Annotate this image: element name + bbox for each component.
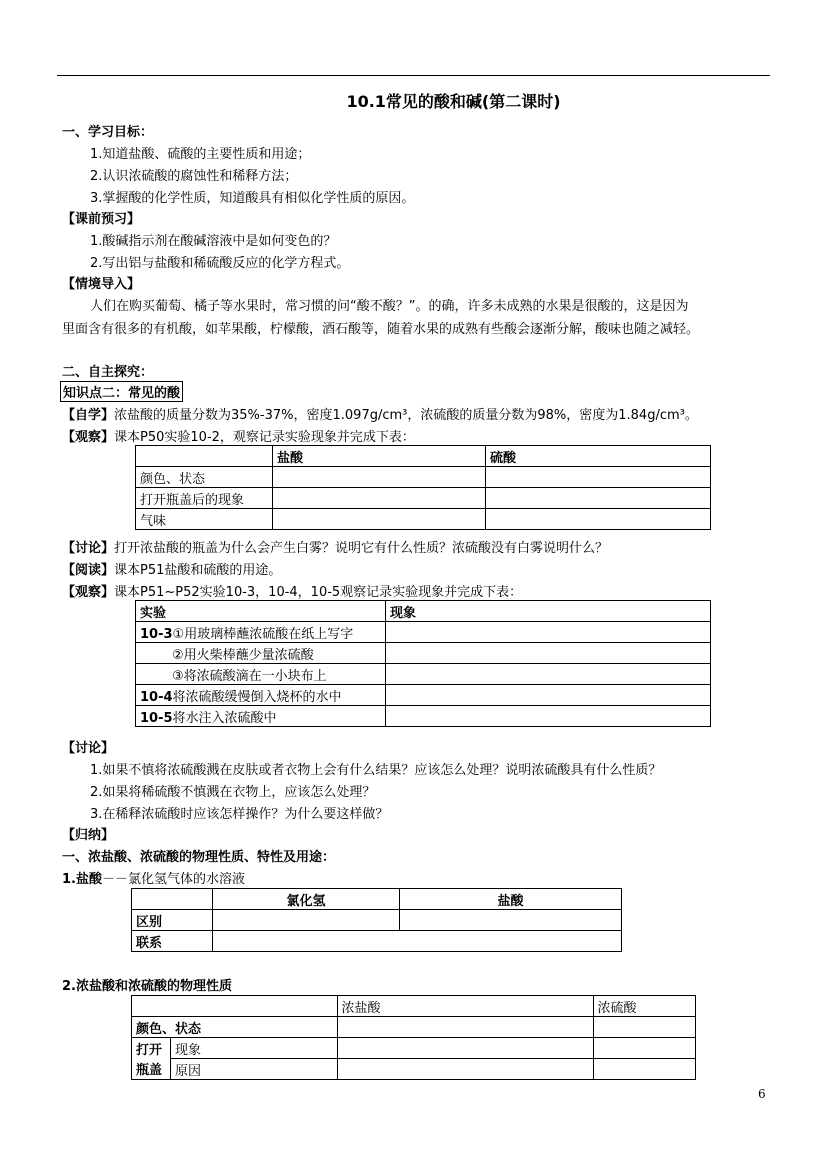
table-cell <box>136 446 273 467</box>
table-header: 盐酸 <box>273 446 486 467</box>
experiment-table <box>135 600 711 727</box>
table-row-label: 现象 <box>171 1038 338 1059</box>
discussion-item: 1.如果不慎将浓硫酸溅在皮肤或者衣物上会有什么结果？应该怎么处理？说明浓硫酸具有什么性质？ <box>90 763 662 778</box>
discussion-tag: 【讨论】 <box>62 541 115 556</box>
discussion-item: 3.在稀释浓硫酸时应该怎样操作？为什么要这样做？ <box>90 807 389 822</box>
observe-line-1 <box>62 426 415 445</box>
table-cell[interactable] <box>273 509 486 530</box>
hcl-compare-table <box>131 888 622 952</box>
preview-item: 1.酸碱指示剂在酸碱溶液中是如何变色的？ <box>90 234 337 249</box>
table-header: 硫酸 <box>486 446 711 467</box>
goal-item: 1.知道盐酸、硫酸的主要性质和用途； <box>90 147 311 162</box>
discussion-line <box>62 537 608 556</box>
observe-line-2 <box>62 581 522 600</box>
preview-heading: 【课前预习】 <box>62 212 141 227</box>
acid-observation-table <box>135 445 711 530</box>
hcl-desc: －－氯化氢气体的水溶液 <box>101 872 245 887</box>
self-study-tag: 【自学】 <box>62 408 115 423</box>
hcl-title: 1.盐酸 <box>62 872 102 887</box>
table-cell[interactable] <box>273 467 486 488</box>
discussion-tag: 【讨论】 <box>62 741 115 756</box>
table-cell <box>132 996 338 1017</box>
observe-tag: 【观察】 <box>62 585 115 600</box>
self-study-line <box>62 404 698 423</box>
table-cell[interactable] <box>386 643 711 664</box>
top-rule <box>57 75 770 76</box>
table-cell[interactable] <box>400 910 622 931</box>
table-cell[interactable] <box>486 488 711 509</box>
experiment-row: 10-4将浓硫酸缓慢倒入烧杯的水中 <box>136 685 386 706</box>
preview-item: 2.写出铝与盐酸和稀硫酸反应的化学方程式。 <box>90 256 350 271</box>
table-cell[interactable] <box>386 706 711 727</box>
intro-line: 人们在购买葡萄、橘子等水果时，常习惯的问“酸不酸？”。的确，许多未成熟的水果是很酸的，这是因为 <box>90 299 689 314</box>
table-row-label: 气味 <box>136 509 273 530</box>
table-cell[interactable] <box>337 1017 593 1038</box>
table-cell[interactable] <box>337 1059 593 1080</box>
table-cell[interactable] <box>213 931 622 952</box>
table-header: 现象 <box>386 601 711 622</box>
knowledge-point-label: 知识点二：常见的酸 <box>60 381 183 402</box>
self-study-text: 浓盐酸的质量分数为35%-37%，密度1.097g/cm³，浓硫酸的质量分数为98%，密度为1.84g/cm³。 <box>114 408 698 423</box>
page-title: 10.1常见的酸和碱(第二课时) <box>346 92 561 111</box>
table-cell[interactable] <box>486 467 711 488</box>
table-cell[interactable] <box>486 509 711 530</box>
table-cell[interactable] <box>386 664 711 685</box>
table-cell <box>132 889 213 910</box>
observe-text: 课本P50实验10-2，观察记录实验现象并完成下表： <box>114 430 415 445</box>
intro-heading: 【情境导入】 <box>62 277 141 292</box>
reading-line <box>62 559 281 578</box>
table-header: 实验 <box>136 601 386 622</box>
table-header: 氯化氢 <box>213 889 400 910</box>
table-row-label: 原因 <box>171 1059 338 1080</box>
experiment-row: 10-5将水注入浓硫酸中 <box>136 706 386 727</box>
table-row-label: 打开瓶盖后的现象 <box>136 488 273 509</box>
table-row-label: 联系 <box>132 931 213 952</box>
table-cell[interactable] <box>213 910 400 931</box>
experiment-row: ②用火柴棒蘸少量浓硫酸 <box>136 643 386 664</box>
table-cell[interactable] <box>593 1017 696 1038</box>
table-row-label: 颜色、状态 <box>136 467 273 488</box>
experiment-row: 10-3①用玻璃棒蘸浓硫酸在纸上写字 <box>136 622 386 643</box>
physical-properties-title: 2.浓盐酸和浓硫酸的物理性质 <box>62 979 232 994</box>
table-header: 浓硫酸 <box>593 996 696 1017</box>
hcl-line <box>62 868 245 887</box>
reading-text: 课本P51盐酸和硫酸的用途。 <box>114 563 282 578</box>
table-cell[interactable] <box>593 1059 696 1080</box>
section-heading-goals: 一、学习目标： <box>62 125 154 140</box>
group-label: 瓶盖 <box>132 1059 171 1080</box>
physical-properties-table <box>131 995 696 1080</box>
table-cell[interactable] <box>386 685 711 706</box>
summary-heading: 一、浓盐酸、浓硫酸的物理性质、特性及用途： <box>62 850 336 865</box>
section-heading-explore: 二、自主探究： <box>62 365 154 380</box>
goal-item: 2.认识浓硫酸的腐蚀性和稀释方法； <box>90 169 298 184</box>
discussion-text: 打开浓盐酸的瓶盖为什么会产生白雾？说明它有什么性质？浓硫酸没有白雾说明什么？ <box>114 541 609 556</box>
table-header: 浓盐酸 <box>337 996 593 1017</box>
table-cell[interactable] <box>337 1038 593 1059</box>
experiment-row: ③将浓硫酸滴在一小块布上 <box>136 664 386 685</box>
table-cell[interactable] <box>593 1038 696 1059</box>
table-cell[interactable] <box>386 622 711 643</box>
reading-tag: 【阅读】 <box>62 563 115 578</box>
table-cell[interactable] <box>273 488 486 509</box>
table-header: 盐酸 <box>400 889 622 910</box>
observe-text: 课本P51~P52实验10-3，10-4，10-5观察记录实验现象并完成下表： <box>114 585 523 600</box>
intro-line: 里面含有很多的有机酸，如苹果酸，柠檬酸，酒石酸等，随着水果的成熟有些酸会逐渐分解，酸味也随之减轻。 <box>62 322 700 337</box>
table-row-label: 区别 <box>132 910 213 931</box>
table-row-label: 颜色、状态 <box>132 1017 338 1038</box>
discussion-item: 2.如果将稀硫酸不慎溅在衣物上，应该怎么处理？ <box>90 785 376 800</box>
goal-item: 3.掌握酸的化学性质，知道酸具有相似化学性质的原因。 <box>90 191 415 206</box>
summary-tag: 【归纳】 <box>62 828 115 843</box>
page-number: 6 <box>758 1087 766 1101</box>
group-label: 打开 <box>132 1038 171 1059</box>
observe-tag: 【观察】 <box>62 430 115 445</box>
